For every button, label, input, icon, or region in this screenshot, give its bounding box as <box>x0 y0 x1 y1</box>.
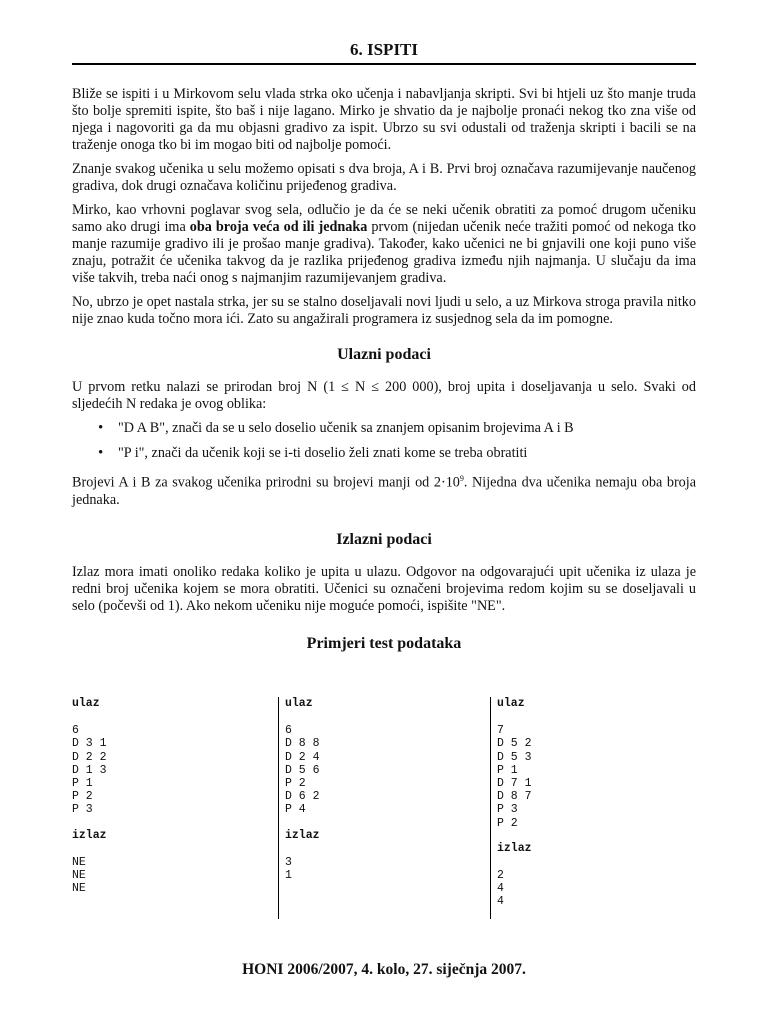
column-divider <box>278 697 279 919</box>
problem-body <box>72 86 696 668</box>
title-divider <box>72 63 696 65</box>
intro-p3-emphasis: oba broja veća od ili jednaka <box>189 219 368 235</box>
examples-heading: Primjeri test podataka <box>306 634 462 652</box>
example-1-input: 6 D 3 1 D 2 2 D 1 3 P 1 P 2 P 3 <box>72 724 107 817</box>
input-label: ulaz <box>497 697 525 710</box>
output-label: izlaz <box>497 841 532 855</box>
page-title: 6. ISPITI <box>349 40 419 59</box>
intro-paragraph-4: No, ubrzo je opet nastala strka, jer su se stalno doseljavali novi ljudi u selo, a uz Mirkova stroga pravila nitko nije znao kuda točno mora ići. Zato su angažirali programera iz susjednog sela da im pomogne. <box>72 294 696 327</box>
intro-paragraph-3 <box>72 202 696 287</box>
example-column-3 <box>497 697 532 909</box>
output-label: izlaz <box>285 828 320 842</box>
exponent: 9 <box>459 474 464 483</box>
input-label: ulaz <box>285 697 313 710</box>
page-footer: HONI 2006/2007, 4. kolo, 27. siječnja 2007. <box>242 961 526 978</box>
input-paragraph-2 <box>72 470 696 509</box>
input-paragraph-1: U prvom retku nalazi se prirodan broj N (1 ≤ N ≤ 200 000), broj upita i doseljavanja u selo. Svaki od sljedećih N redaka je ovog oblika: <box>72 379 696 412</box>
list-item: • "P i", znači da učenik koji se i-ti doselio želi znati kome se treba obratiti <box>72 445 696 462</box>
example-2-output: 3 1 <box>285 855 292 883</box>
example-3-input: 7 D 5 2 D 5 3 P 1 D 7 1 D 8 7 P 3 P 2 <box>497 724 532 830</box>
example-3-output: 2 4 4 <box>497 869 504 909</box>
output-label: izlaz <box>72 828 107 842</box>
input-p2-start: Brojevi A i B za svakog učenika prirodni su brojevi manji od 2·10 <box>72 474 460 491</box>
output-heading: Izlazni podaci <box>336 530 432 548</box>
input-label: ulaz <box>72 697 100 710</box>
intro-paragraph-2: Znanje svakog učenika u selu možemo opisati s dva broja, A i B. Prvi broj označava razumijevanje naučenog gradiva, dok drugi označava količinu prijeđenog gradiva. <box>72 161 696 194</box>
example-1-output: NE NE NE <box>72 855 86 896</box>
intro-p3-end: prvom (nijedan učenik neće tražiti pomoć od nekoga tko manje razumije gradivo ili je prošao manje gradiva). Također, kako učenici ne bi gnjavili one koji puno više znaju, potražit će učenika takvog da je razlika prijeđenog gradiva između njih najmanja. U slučaju da ima više takvih, treba naći onog s najmanjim razumijevanjem gradiva. <box>72 219 696 286</box>
input-format-list <box>72 420 696 462</box>
input-heading: Ulazni podaci <box>337 346 431 363</box>
output-paragraph-1: Izlaz mora imati onoliko redaka koliko je upita u ulazu. Odgovor na odgovarajući upit učenika iz ulaza je redni broj učenika kojem se mora obratiti. Učenici su označeni brojevima redom kojim su se doseljavali u selo (počevši od 1). Ako nekom učeniku nije moguće pomoći, ispišite "NE". <box>72 563 696 614</box>
example-column-1 <box>72 697 107 895</box>
column-divider <box>490 697 491 919</box>
input-p2-end: . Nijedna dva učenika nemaju oba broja jednaka. <box>72 474 697 508</box>
list-item: • "D A B", znači da se u selo doselio učenik sa znanjem opisanim brojevima A i B <box>72 420 696 437</box>
intro-paragraph-1: Bliže se ispiti i u Mirkovom selu vlada strka oko učenja i nabavljanja skripti. Svi bi htjeli uz što manje truda što bolje spremiti ispite, što baš i nije lagano. Mirko je shvatio da je najbolje pronaći nekog tko zna više od njega i nagovoriti ga da mu objasni gradivo za ispit. Ubrzo su svi odustali od traženja skripti i bacili se na traženje onoga tko bi im mogao biti od najbolje pomoći. <box>72 86 696 153</box>
example-2-input: 6 D 8 8 D 2 4 D 5 6 P 2 D 6 2 P 4 <box>285 724 320 817</box>
example-column-2 <box>285 697 320 882</box>
intro-p3-start: Mirko, kao vrhovni poglavar svog sela, odlučio je da će se neki učenik obratiti za pomoć drugom učeniku samo ako drugi ima <box>72 202 696 235</box>
